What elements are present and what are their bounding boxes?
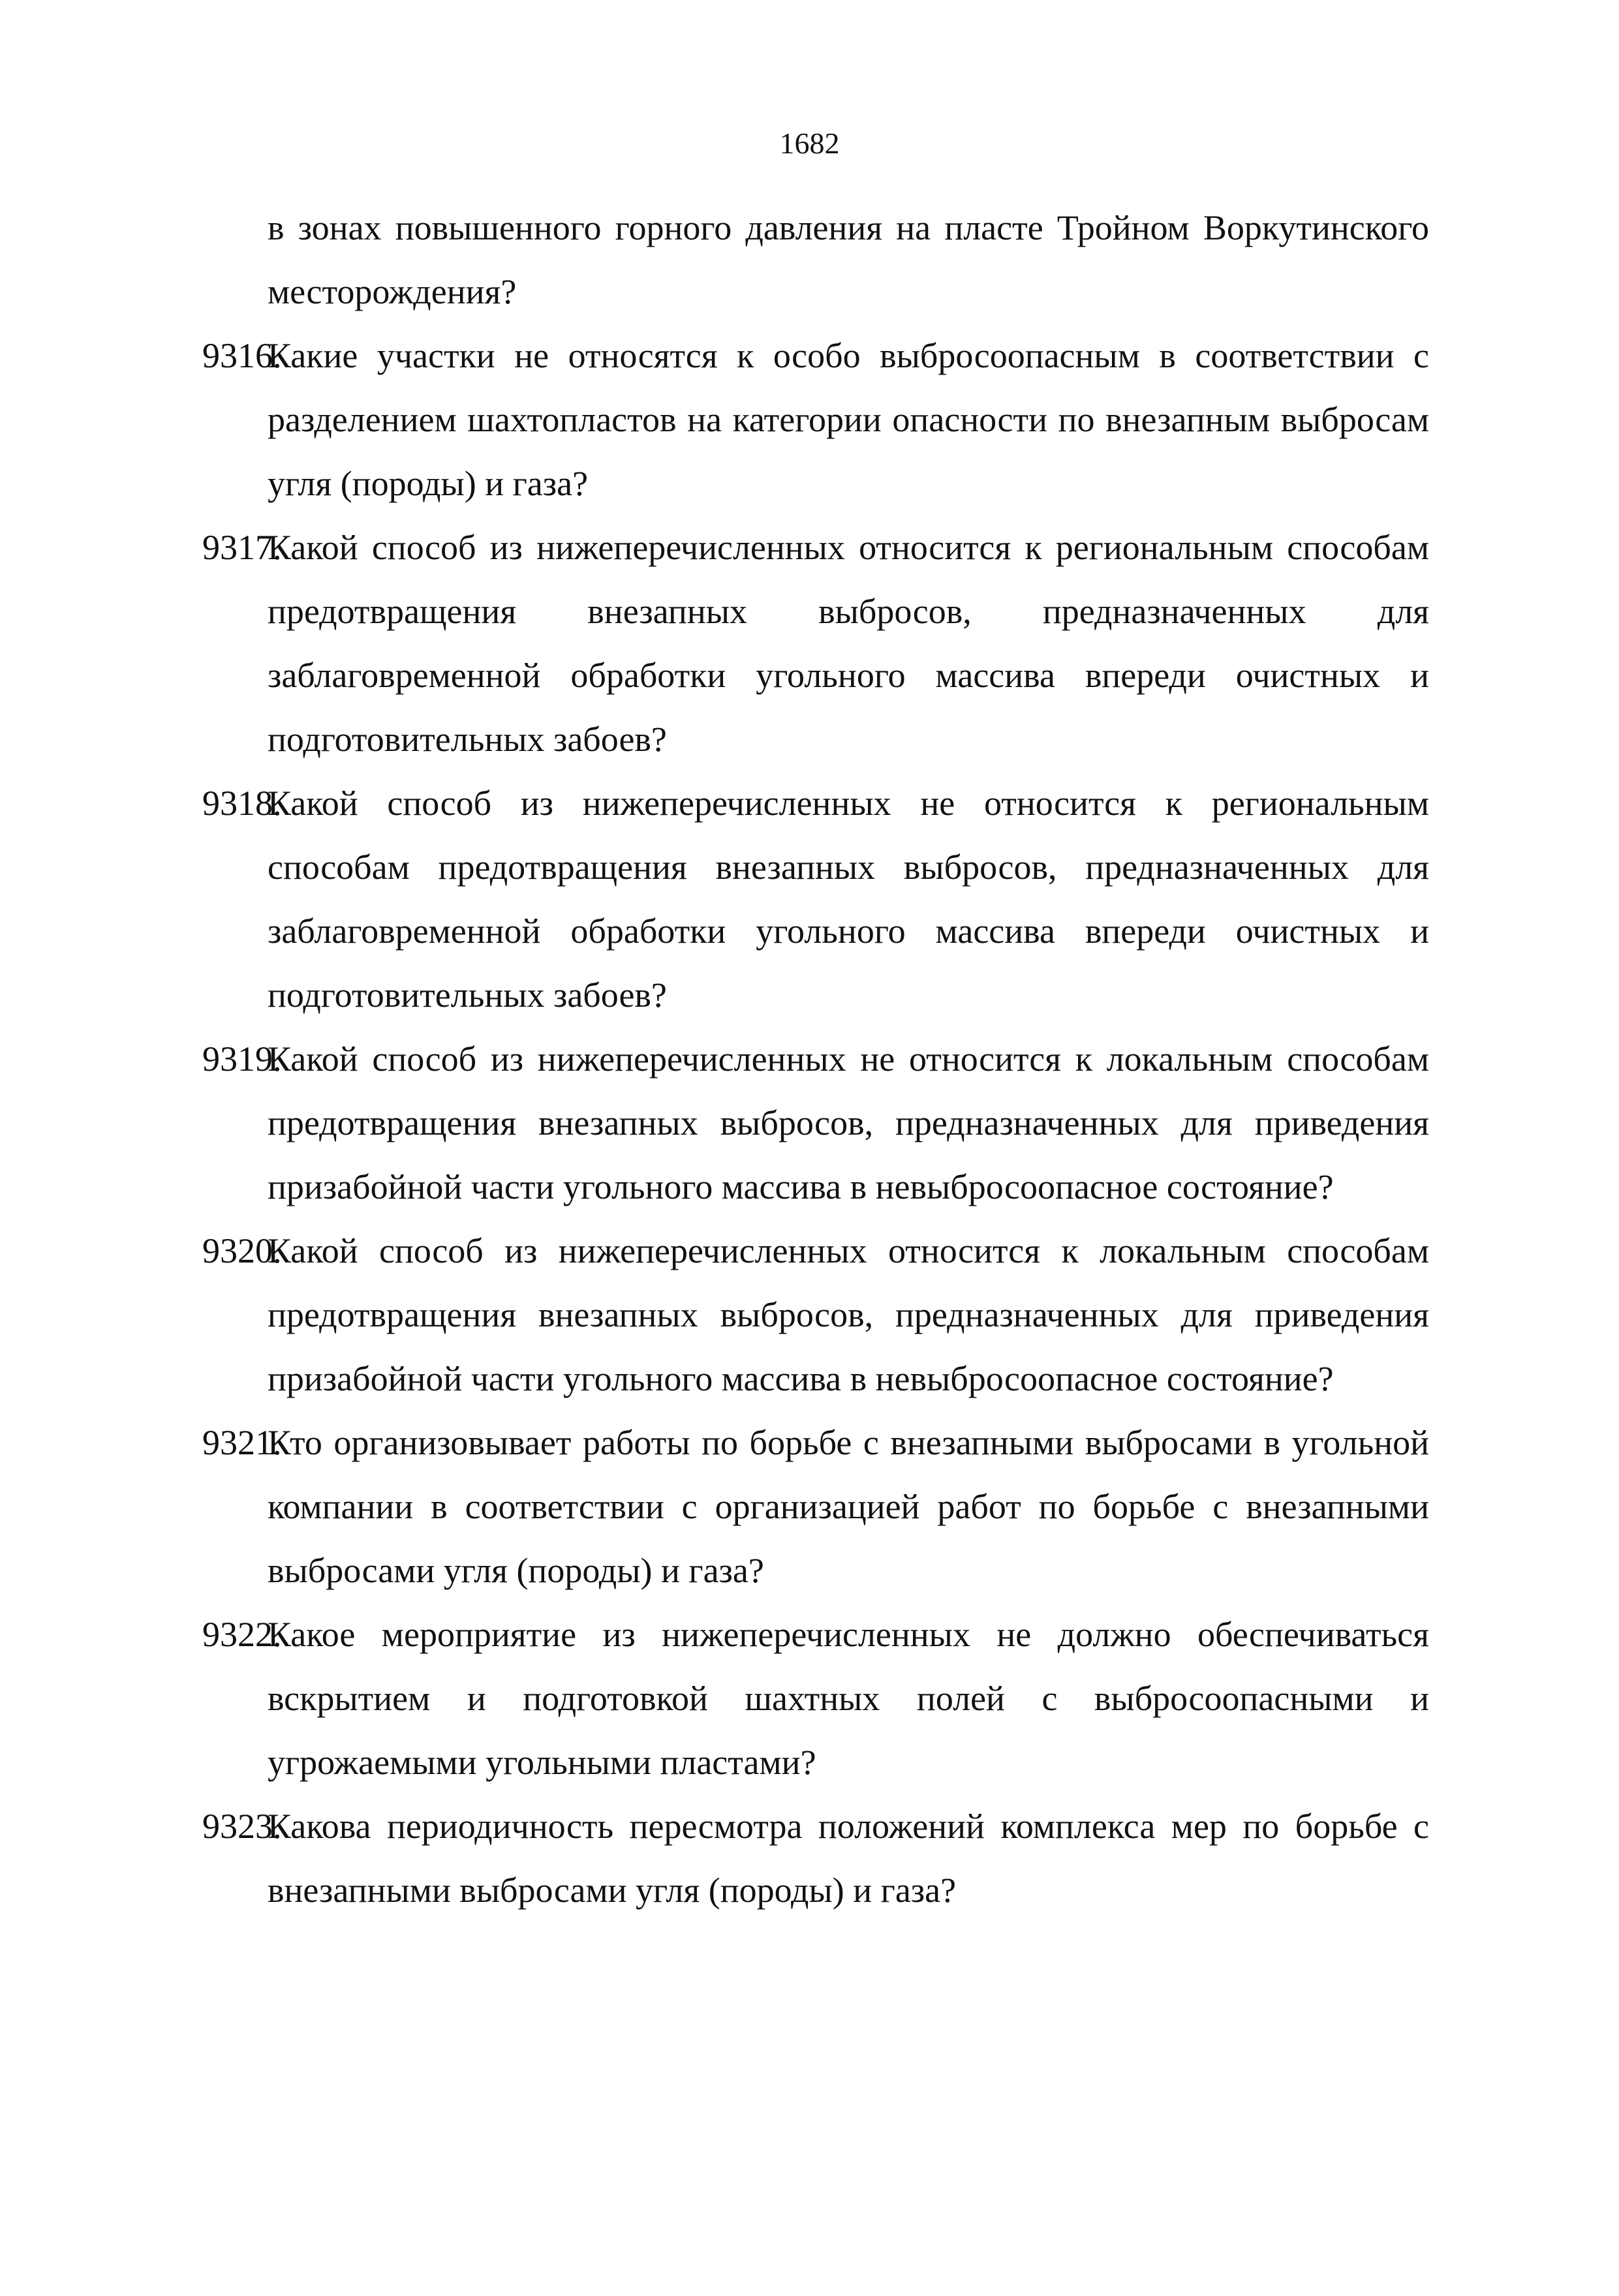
question-number: 9319. [202, 1039, 282, 1079]
continuation-text: в зонах повышенного горного давления на пласте Тройном Воркутинского месторождения? [268, 208, 1429, 311]
question-list [202, 196, 1429, 1922]
question-number: 9321. [202, 1423, 282, 1462]
question-number: 9316. [202, 336, 282, 375]
question-text: Какие участки не относятся к особо выбросоопасным в соответствии с разделением шахтопластов на категории опасности по внезапным выбросам угля (породы) и газа? [268, 336, 1429, 503]
question-number: 9317. [202, 528, 282, 567]
question-item [202, 771, 1429, 1027]
question-item [202, 1219, 1429, 1411]
question-item [202, 1411, 1429, 1602]
question-item [202, 1027, 1429, 1219]
question-text: Кто организовывает работы по борьбе с внезапными выбросами в угольной компании в соответствии с организацией работ по борьбе с внезапными выбросами угля (породы) и газа? [268, 1423, 1429, 1590]
question-number: 9320. [202, 1231, 282, 1270]
question-text: Какой способ из нижеперечисленных не относится к региональным способам предотвращения внезапных выбросов, предназначенных для заблаговременной обработки угольного массива впереди очистных и подготовительных забоев? [268, 784, 1429, 1015]
question-text: Какой способ из нижеперечисленных относится к региональным способам предотвращения внезапных выбросов, предназначенных для заблаговременной обработки угольного массива впереди очистных и подготовительных забоев? [268, 528, 1429, 759]
question-number: 9322. [202, 1615, 282, 1654]
question-item [202, 515, 1429, 771]
question-text: Какой способ из нижеперечисленных не относится к локальным способам предотвращения внезапных выбросов, предназначенных для приведения призабойной части угольного массива в невыбросоопасное состояние? [268, 1039, 1429, 1206]
question-number: 9323. [202, 1807, 282, 1846]
question-item [202, 1602, 1429, 1794]
question-number: 9318. [202, 784, 282, 823]
question-text: Какой способ из нижеперечисленных относится к локальным способам предотвращения внезапных выбросов, предназначенных для приведения призабойной части угольного массива в невыбросоопасное состояние? [268, 1231, 1429, 1398]
page-number: 1682 [779, 127, 840, 160]
question-item [202, 324, 1429, 515]
question-text: Какова периодичность пересмотра положений комплекса мер по борьбе с внезапными выбросами угля (породы) и газа? [268, 1807, 1429, 1910]
question-item [202, 1794, 1429, 1922]
question-text: Какое мероприятие из нижеперечисленных не должно обеспечиваться вскрытием и подготовкой шахтных полей с выбросоопасными и угрожаемыми угольными пластами? [268, 1615, 1429, 1782]
continuation-paragraph [215, 196, 1429, 324]
